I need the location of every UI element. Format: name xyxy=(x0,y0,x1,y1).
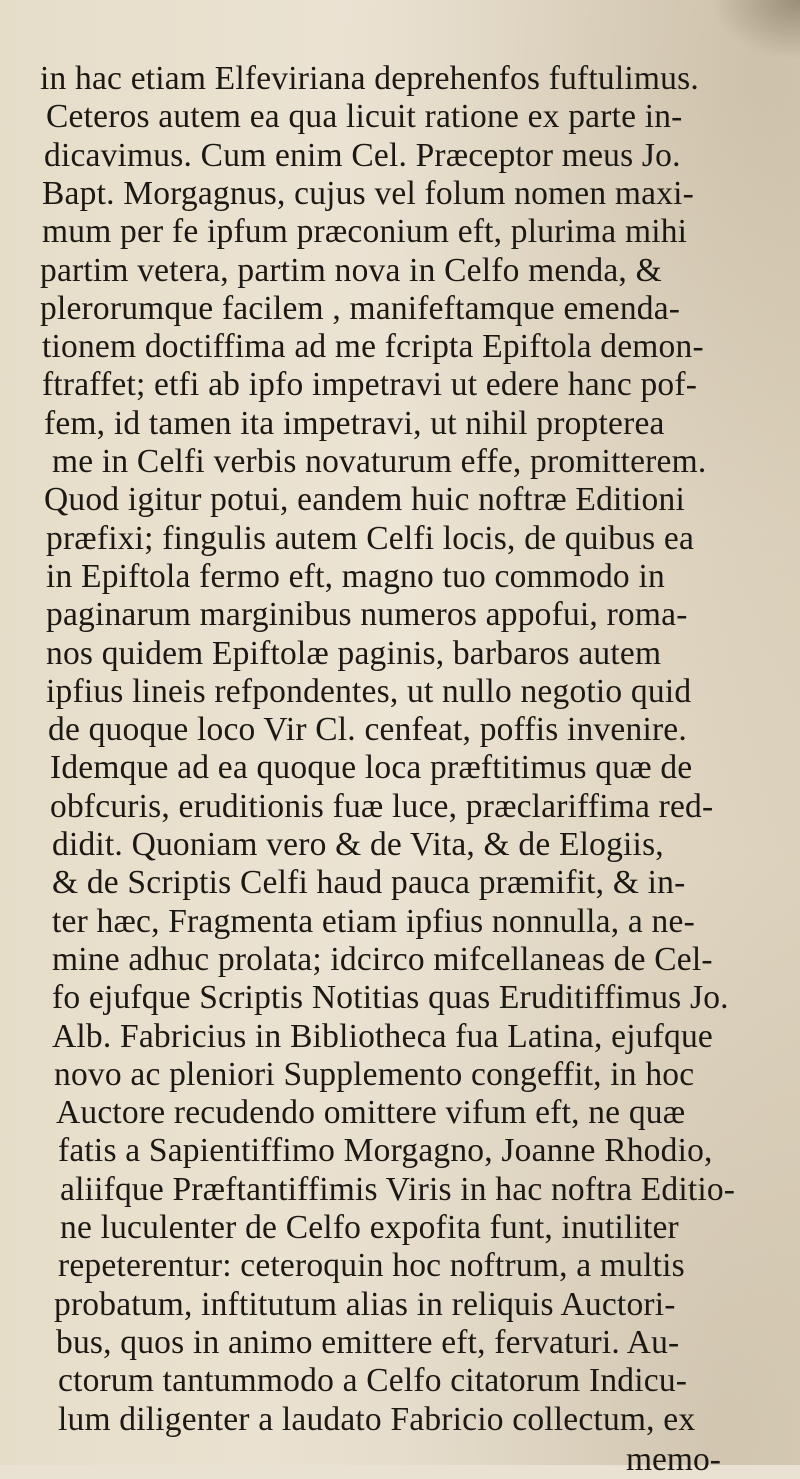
text-line: præfixi; fingulis autem Celfi locis, de quibus ea xyxy=(46,519,695,557)
text-line: Quod igitur potui, eandem huic noftræ Editioni xyxy=(44,481,685,519)
text-line: plerorumque facilem , manifeftamque emenda- xyxy=(40,289,681,327)
catchword: memo- xyxy=(626,1440,721,1478)
text-line: & de Scriptis Celfi haud pauca præmifit, & in- xyxy=(52,864,686,902)
text-line: fem, id tamen ita impetravi, ut nihil propterea xyxy=(44,404,665,442)
text-line: Bapt. Morgagnus, cujus vel folum nomen maxi- xyxy=(42,174,695,212)
text-line: bus, quos in animo emittere eft, fervaturi. Au- xyxy=(56,1323,680,1361)
text-line: aliifque Præftantiffimis Viris in hac noftra Editio- xyxy=(60,1170,736,1208)
text-line: mum per fe ipfum præconium eft, plurima mihi xyxy=(42,213,688,251)
text-line: ter hæc, Fragmenta etiam ipfius nonnulla, a ne- xyxy=(52,902,695,940)
text-line: me in Celfi verbis novaturum effe, promitterem. xyxy=(52,443,707,480)
text-line: fo ejufque Scriptis Notitias quas Eruditiffimus Jo. xyxy=(52,979,729,1017)
text-line: de quoque loco Vir Cl. cenfeat, poffis invenire. xyxy=(48,711,687,749)
text-line: didit. Quoniam vero & de Vita, & de Elogiis, xyxy=(52,826,664,863)
text-line: Auctore recudendo omittere vifum eft, ne quæ xyxy=(56,1094,686,1132)
text-line: nos quidem Epiftolæ paginis, barbaros autem xyxy=(46,634,662,672)
text-line: repeterentur: ceteroquin hoc noftrum, a multis xyxy=(58,1247,685,1285)
text-line: dicavimus. Cum enim Cel. Præceptor meus Jo. xyxy=(44,136,681,174)
text-line: Alb. Fabricius in Bibliotheca fua Latina, ejufque xyxy=(52,1017,714,1055)
text-line: obfcuris, eruditionis fuæ luce, præclariffima red- xyxy=(50,787,714,825)
text-line: partim vetera, partim nova in Celfo menda, & xyxy=(40,251,662,289)
page-corner-shadow xyxy=(710,0,800,60)
text-line: tionem doctiffima ad me fcripta Epiftola demon- xyxy=(42,328,704,366)
text-line: Idemque ad ea quoque loca præftitimus quæ de xyxy=(50,749,693,787)
text-line: in Epiftola fermo eft, magno tuo commodo in xyxy=(46,557,665,595)
text-line: paginarum marginibus numeros appofui, roma- xyxy=(46,596,688,634)
text-line: probatum, inftitutum alias in reliquis Auctori- xyxy=(54,1285,676,1323)
text-line: lum diligenter a laudato Fabricio collectum, ex xyxy=(58,1400,696,1438)
text-line: fatis a Sapientiffimo Morgagno, Joanne Rhodio, xyxy=(58,1132,713,1170)
text-line: ctorum tantummodo a Celfo citatorum Indicu- xyxy=(58,1362,688,1400)
text-line: novo ac pleniori Supplemento congeffit, in hoc xyxy=(54,1055,695,1093)
text-line: mine adhuc prolata; idcirco mifcellaneas de Cel- xyxy=(52,940,713,978)
text-line: in hac etiam Elfeviriana deprehenfos fuftulimus. xyxy=(40,60,699,97)
text-line: ne luculenter de Celfo expofita funt, inutiliter xyxy=(60,1209,679,1246)
text-line: Ceteros autem ea qua licuit ratione ex parte in- xyxy=(46,98,683,136)
text-line: ipfius lineis refpondentes, ut nullo negotio quid xyxy=(46,672,692,710)
text-line: ftraffet; etfi ab ipfo impetravi ut edere hanc pof- xyxy=(42,366,698,404)
